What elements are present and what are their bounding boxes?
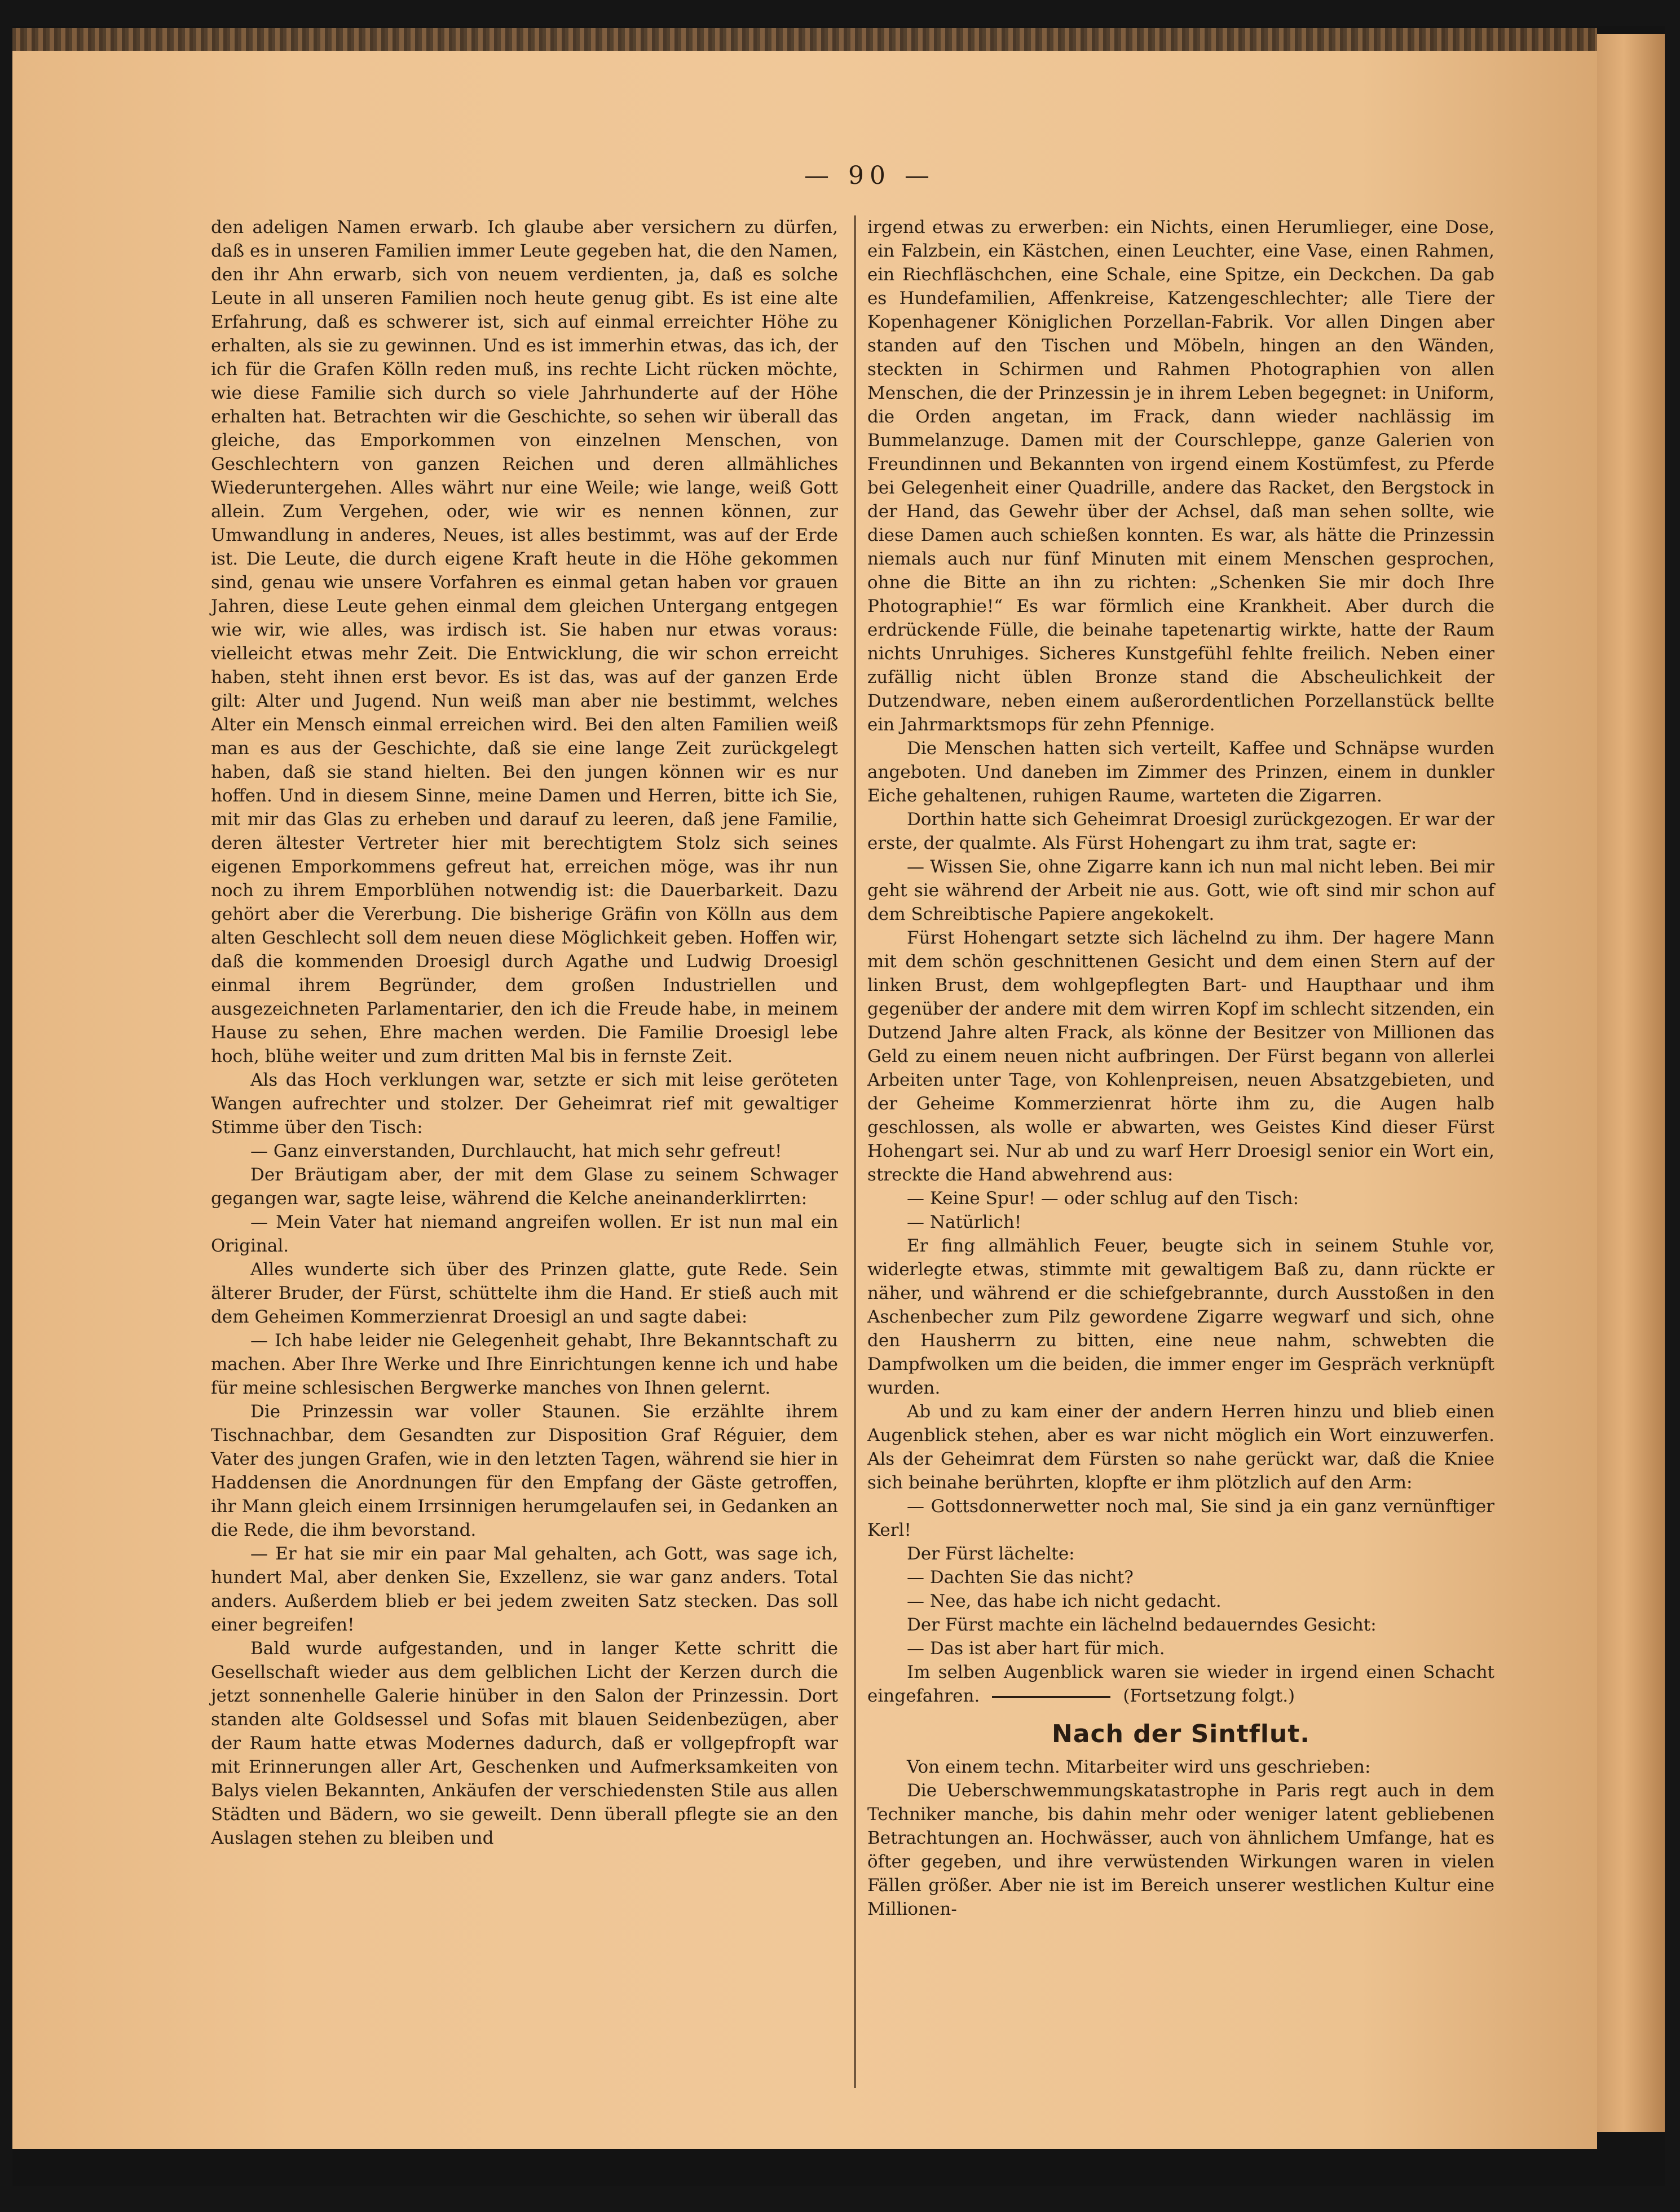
right-paragraph: Er fing allmählich Feuer, beugte sich in seinem Stuhle vor, widerlegte etwas, stimmte mit gewaltigem Baß zu, dann rückte er näher, und während er die schiefgebrannte, durch Ausstoßen in den Aschenbecher zum Pilz gewordene Zigarre wegwarf und sich, ohne den Hausherrn zu bitten, eine neue nahm, schwebten die Dampfwolken um die beiden, die immer enger im Gespräch verknüpft wurden.	[867, 1236, 1494, 1398]
continued-note: (Fortsetzung folgt.)	[1123, 1686, 1295, 1706]
right-paragraph: — Das ist aber hart für mich.	[907, 1638, 1165, 1659]
article-paragraph: Die Ueberschwemmungskatastrophe in Paris regt auch in dem Techniker manche, bis dahin mehr oder weniger latent gebliebenen Betrachtungen an. Hochwässer, auch von ähnlichem Umfange, hat es öfter gegeben, und ihre verwüstenden Wirkungen waren in vielen Fällen größer. Aber nie ist im Bereich unserer westlichen Kultur eine Millionen-	[867, 1781, 1494, 1919]
right-paragraph: Die Menschen hatten sich verteilt, Kaffee und Schnäpse wurden angeboten. Und daneben im Zimmer des Prinzen, einem in dunkler Eiche gehaltenen, ruhigen Raume, warteten die Zigarren.	[867, 738, 1494, 806]
left-paragraph: — Ich habe leider nie Gelegenheit gehabt, Ihre Bekanntschaft zu machen. Aber Ihre Werke und Ihre Einrichtungen kenne ich und habe für meine schlesischen Bergwerke manches von Ihnen gelernt.	[211, 1330, 838, 1398]
left-paragraph: — Mein Vater hat niemand angreifen wollen. Er ist nun mal ein Original.	[211, 1212, 838, 1256]
left-column	[211, 215, 838, 1850]
right-column	[867, 215, 1494, 1921]
right-paragraph: Ab und zu kam einer der andern Herren hinzu und blieb einen Augenblick stehen, aber es war nicht möglich ein Wort einzuwerfen. Als der Geheimrat dem Fürsten so nahe gerückt war, daß die Kniee sich beinahe berührten, klopfte er ihm plötzlich auf den Arm:	[867, 1402, 1494, 1493]
right-paragraph	[867, 1660, 1494, 1708]
right-paragraph-text: Im selben Augenblick waren sie wieder in irgend einen Schacht eingefahren.	[867, 1662, 1494, 1706]
right-paragraph: Der Fürst machte ein lächelnd bedauerndes Gesicht:	[907, 1615, 1377, 1635]
left-paragraph: den adeligen Namen erwarb. Ich glaube aber versichern zu dürfen, daß es in unseren Familien immer Leute gegeben hat, die den Namen, den ihr Ahn erwarb, sich von neuem verdienten, ja, daß es solche Leute in all unseren Familien noch heute genug gibt. Es ist eine alte Erfahrung, daß es schwerer ist, sich auf einmal erreichter Höhe zu erhalten, als sie zu gewinnen. Und es ist immerhin etwas, das ich, der ich für die Grafen Kölln reden muß, ins rechte Licht rücken möchte, wie diese Familie sich durch so viele Jahrhunderte auf der Höhe erhalten hat. Betrachten wir die Geschichte, so sehen wir überall das gleiche, das Emporkommen von einzelnen Menschen, von Geschlechtern von ganzen Reichen und deren allmähliches Wiederuntergehen. Alles währt nur eine Weile; wie lange, weiß Gott allein. Zum Vergehen, oder, wie wir es nennen können, zur Umwandlung in anderes, Neues, ist alles bestimmt, was auf der Erde ist. Die Leute, die durch eigene Kraft heute in die Höhe gekommen sind, genau wie unsere Vorfahren es einmal getan haben vor grauen Jahren, diese Leute gehen einmal dem gleichen Untergang entgegen wie wir, wie alles, was irdisch ist. Sie haben nur etwas voraus: vielleicht etwas mehr Zeit. Die Entwicklung, die wir schon erreicht haben, steht ihnen erst bevor. Es ist das, was auf der ganzen Erde gilt: Alter und Jugend. Nun weiß man aber nie bestimmt, welches Alter ein Mensch einmal erreichen wird. Bei den alten Familien weiß man es aus der Geschichte, daß sie eine lange Zeit zurückgelegt haben, daß sie stand hielten. Bei den jungen können wir es nur hoffen. Und in diesem Sinne, meine Damen und Herren, bitte ich Sie, mit mir das Glas zu erheben und darauf zu leeren, daß jene Familie, deren ältester Vertreter hier mit berechtigtem Stolz sich seines eigenen Emporkommens gefreut hat, erreichen möge, was ihr nun noch zu ihrem Emporblühen notwendig ist: die Dauerbarkeit. Dazu gehört aber die Vererbung. Die bisherige Gräfin von Kölln aus dem alten Geschlecht soll dem neuen diese Möglichkeit geben. Hoffen wir, daß die kommenden Droesigl durch Agathe und Ludwig Droesigl einmal ihrem Begründer, dem großen Industriellen und ausgezeichneten Parlamentarier, den ich die Freude habe, in meinem Hause zu sehen, Ehre machen werden. Die Familie Droesigl lebe hoch, blühe weiter und zum dritten Mal bis in fernste Zeit.	[211, 217, 838, 1067]
left-paragraph: Bald wurde aufgestanden, und in langer Kette schritt die Gesellschaft wieder aus dem gelblichen Licht der Kerzen durch die jetzt sonnenhelle Galerie hinüber in den Salon der Prinzessin. Dort standen alte Goldsessel und Sofas mit blauen Seidenbezügen, aber der Raum hatte etwas Modernes dadurch, daß er vollgepfropft war mit Erinnerungen aller Art, Geschenken und Aufmerksamkeiten von Balys vielen Bekannten, Ankäufen der verschiedensten Stile aus allen Städten und Bädern, wo sie geweilt. Denn überall pflegte sie an den Auslagen stehen zu bleiben und	[211, 1638, 838, 1848]
left-paragraph: — Ganz einverstanden, Durchlaucht, hat mich sehr gefreut!	[250, 1141, 782, 1161]
page-top-edge	[12, 28, 1597, 51]
article-heading: Nach der Sintflut.	[1051, 1720, 1311, 1748]
right-paragraph: — Nee, das habe ich nicht gedacht.	[907, 1591, 1222, 1611]
right-paragraph: Fürst Hohengart setzte sich lächelnd zu ihm. Der hagere Mann mit dem schön geschnittenen Gesicht und dem einen Stern auf der linken Brust, dem wohlgepflegten Bart- und Haupthaar und ihm gegenüber der andere mit dem wirren Kopf im schlecht sitzenden, ein Dutzend Jahre alten Frack, als könne der Besitzer von Millionen das Geld zu einem neuen nicht aufbringen. Der Fürst begann von allerlei Arbeiten unter Tage, von Kohlenpreisen, neuen Absatzgebieten, und der Geheime Kommerzienrat hörte ihm zu, die Augen halb geschlossen, als wolle er abwarten, wes Geistes Kind dieser Fürst Hohengart sei. Nur ab und zu warf Herr Droesigl senior ein Wort ein, streckte die Hand abwehrend aus:	[867, 928, 1494, 1185]
left-paragraph: Die Prinzessin war voller Staunen. Sie erzählte ihrem Tischnachbar, dem Gesandten zur Disposition Graf Réguier, dem Vater des jungen Grafen, wie in den letzten Tagen, während sie hier in Haddensen die Anordnungen für den Empfang der Gäste getroffen, ihr Mann gleich einem Irrsinnigen herumgelaufen sei, in Gedanken an die Rede, die ihm bevorstand.	[211, 1402, 838, 1540]
left-paragraph: — Er hat sie mir ein paar Mal gehalten, ach Gott, was sage ich, hundert Mal, aber denken Sie, Exzellenz, sie war ganz anders. Total anders. Außerdem blieb er bei jedem zweiten Satz stecken. Das soll einer begreifen!	[211, 1544, 838, 1635]
right-paragraph: — Keine Spur! — oder schlug auf den Tisch:	[907, 1188, 1299, 1209]
right-paragraph: — Gottsdonnerwetter noch mal, Sie sind ja ein ganz vernünftiger Kerl!	[867, 1496, 1494, 1540]
page-number: — 90 —	[804, 161, 935, 190]
right-paragraph: Der Fürst lächelte:	[907, 1544, 1075, 1564]
right-paragraph: Dorthin hatte sich Geheimrat Droesigl zurückgezogen. Er war der erste, der qualmte. Als Fürst Hohengart zu ihm trat, sagte er:	[867, 809, 1494, 853]
article-paragraph: Von einem techn. Mitarbeiter wird uns geschrieben:	[907, 1757, 1371, 1777]
column-divider	[854, 215, 856, 2088]
newspaper-page	[12, 28, 1597, 2149]
right-paragraph: — Natürlich!	[907, 1212, 1022, 1232]
section-rule	[992, 1696, 1110, 1698]
right-paragraph: irgend etwas zu erwerben: ein Nichts, einen Herumlieger, eine Dose, ein Falzbein, ein Kästchen, einen Leuchter, eine Vase, einen Rahmen, ein Riechfläschchen, eine Schale, eine Spitze, ein Deckchen. Da gab es Hundefamilien, Affenkreise, Katzengeschlechter; alle Tiere der Kopenhagener Königlichen Porzellan-Fabrik. Vor allen Dingen aber standen auf den Tischen und Möbeln, hingen an den Wänden, steckten in Schirmen und Rahmen Photographien von allen Menschen, die der Prinzessin je in ihrem Leben begegnet: in Uniform, die Orden angetan, im Frack, dann wieder nachlässig im Bummelanzuge. Damen mit der Courschleppe, ganze Galerien von Freundinnen und Bekannten von irgend einem Kostümfest, zu Pferde bei Gelegenheit einer Quadrille, andere das Racket, den Bergstock in der Hand, das Gewehr über der Achsel, daß man sehen sollte, wie diese Damen auch schießen konnten. Es war, als hätte die Prinzessin niemals auch nur fünf Minuten mit einem Menschen gesprochen, ohne die Bitte an ihn zu richten: „Schenken Sie mir doch Ihre Photographie!“ Es war förmlich eine Krankheit. Aber durch die erdrückende Fülle, die beinahe tapetenartig wirkte, hatte der Raum nichts Unruhiges. Sicheres Kunstgefühl fehlte freilich. Neben einer zufällig nicht üblen Bronze stand die Abscheulichkeit der Dutzendware, neben einem außerordentlichen Porzellanstück bellte ein Jahrmarktsmops für zehn Pfennige.	[867, 217, 1494, 735]
right-paragraph: — Wissen Sie, ohne Zigarre kann ich nun mal nicht leben. Bei mir geht sie während der Arbeit nie aus. Gott, wie oft sind mir schon auf dem Schreibtische Papiere angekokelt.	[867, 857, 1494, 924]
right-paragraph: — Dachten Sie das nicht?	[907, 1567, 1134, 1588]
left-paragraph: Der Bräutigam aber, der mit dem Glase zu seinem Schwager gegangen war, sagte leise, während die Kelche aneinanderklirrten:	[211, 1165, 838, 1209]
left-paragraph: Alles wunderte sich über des Prinzen glatte, gute Rede. Sein älterer Bruder, der Fürst, schüttelte ihm die Hand. Er stieß auch mit dem Geheimen Kommerzienrat Droesigl an und sagte dabei:	[211, 1259, 838, 1327]
left-paragraph: Als das Hoch verklungen war, setzte er sich mit leise geröteten Wangen aufrechter und stolzer. Der Geheimrat rief mit gewaltiger Stimme über den Tisch:	[211, 1070, 838, 1138]
